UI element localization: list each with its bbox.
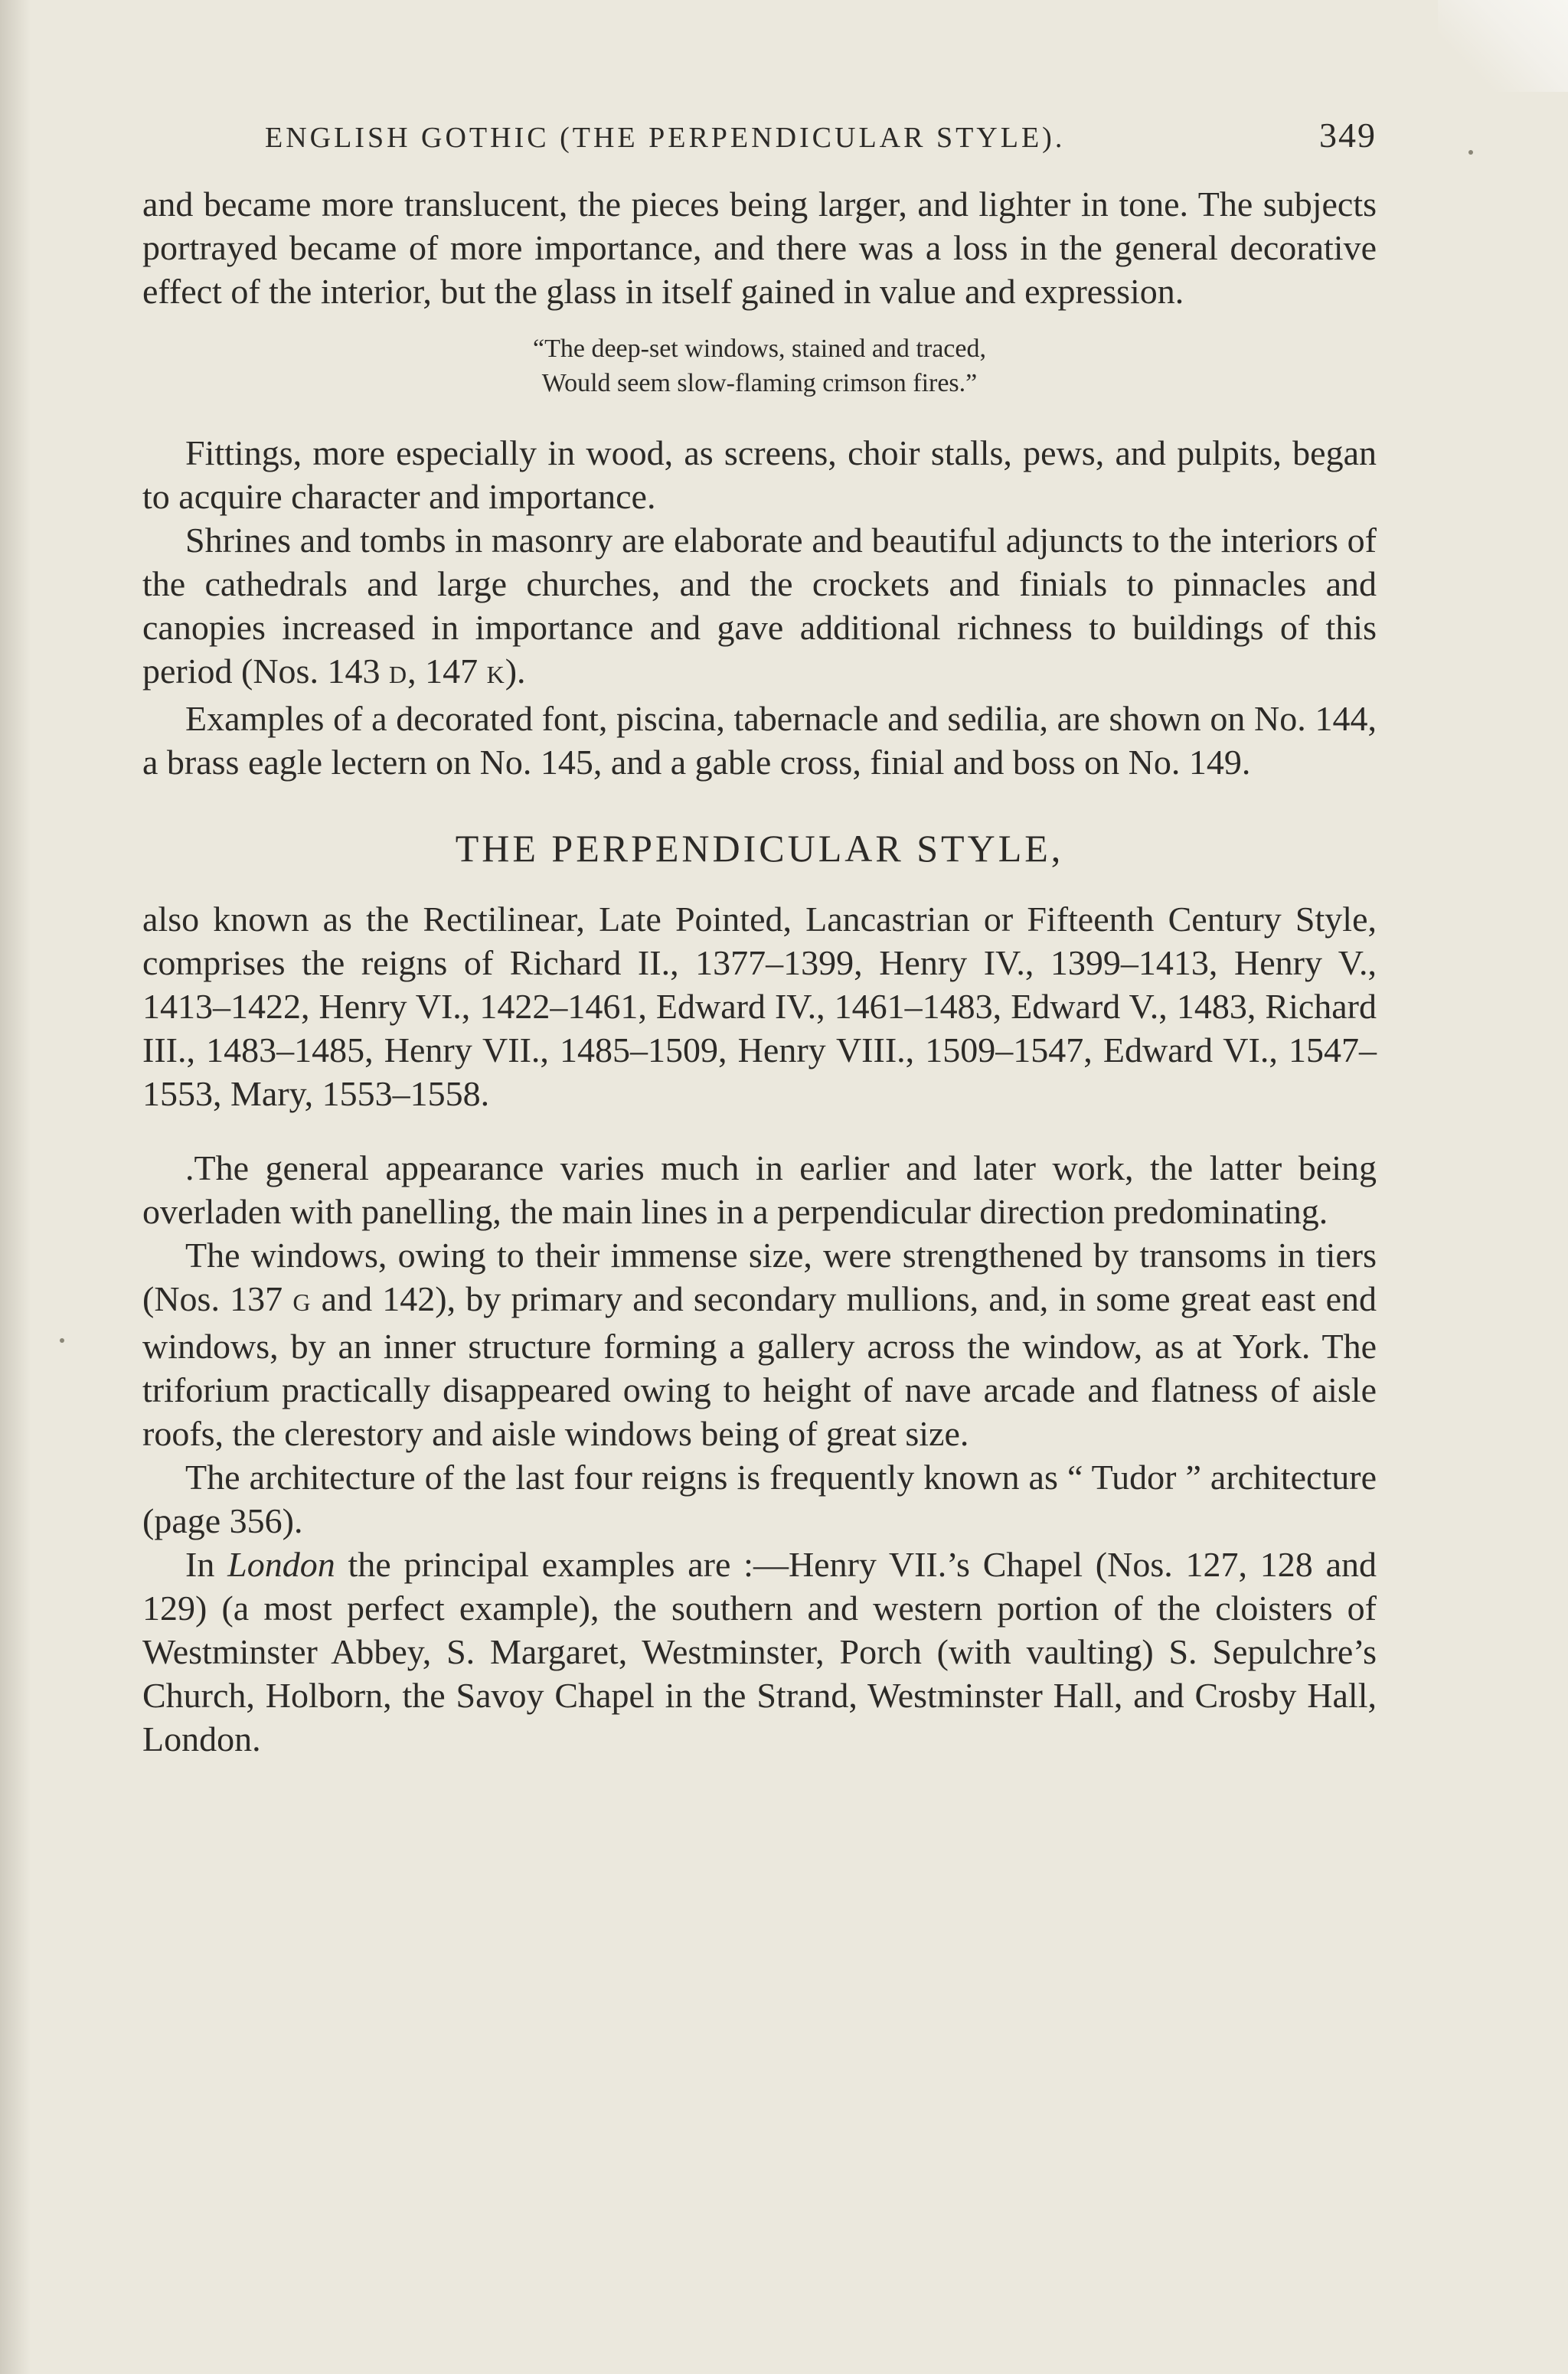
text-run: In [185,1545,228,1584]
quote-line: Would seem slow-flaming crimson fires.” [541,369,978,397]
text-run: and 142), by primary and secondary mullions, and, in some great east end windows, by an inner structure forming a gallery across the window, as at York. The triforium practically disappeared owing to height of nave arcade and flatness of aisle roofs, the clerestory and aisle windows being of great size. [142,1279,1377,1453]
text-run: Shrines and tombs in masonry are elaborate and beautiful adjuncts to the interiors of the cathedrals and large churches, and the crockets and finials to pinnacles and canopies increased in importance and gave additional richness to buildings of this period (Nos. 143 [142,521,1377,691]
section-heading: THE PERPENDICULAR STYLE, [455,827,1064,870]
text-run: ). [505,651,526,691]
page-spine-shadow [0,0,31,2374]
small-caps-ref: K [486,661,505,688]
running-title: ENGLISH GOTHIC (THE PERPENDICULAR STYLE). [265,122,1066,154]
paragraph-stained-glass: and became more translucent, the pieces being larger, and lighter in tone. The subjects portrayed became of more importance, and there was a loss in the general decorative effect of the interior, but the glass in itself gained in value and expression. [142,184,1377,311]
running-head [142,115,1377,176]
paragraph-examples: Examples of a decorated font, piscina, tabernacle and sedilia, are shown on No. 144, a brass eagle lectern on No. 145, and a gable cross, finial and boss on No. 149. [142,699,1377,782]
text-run: the principal examples are :—Henry VII.’s Chapel (Nos. 127, 128 and 129) (a most perfect example), the southern and western portion of the cloisters of Westminster Abbey, S. Margaret, Westminster, Porch (with vaulting) S. Sepulchre’s Church, Holborn, the Savoy Chapel in the Strand, Westminster Hall, and Crosby Hall, London. [142,1545,1377,1758]
italic-place-name: London [227,1545,335,1584]
book-page [142,115,1377,1761]
text-run: The windows, owing to their immense size, were strengthened by transoms in tiers (Nos. 137 [142,1236,1377,1318]
quote-line: “The deep-set windows, stained and traced, [533,335,986,363]
paragraph-windows [142,1233,1377,1455]
small-caps-ref: D [388,661,408,688]
paragraph-london-examples [142,1543,1377,1761]
text-run: , 147 [407,651,487,691]
small-caps-ref: G [292,1288,312,1316]
paragraph-gap [142,1115,1377,1146]
page-corner-fold [1438,0,1568,92]
paragraph-reigns: also known as the Rectilinear, Late Pointed, Lancastrian or Fifteenth Century Style, comprises the reigns of Richard II., 1377–1399, Henry IV., 1399–1413, Henry V., 1413–1422, Henry VI., 1422–1461, Edward IV., 1461–1483, Edward V., 1483, Richard III., 1483–1485, Henry VII., 1485–1509, Henry VIII., 1509–1547, Edward VI., 1547–1553, Mary, 1553–1558. [142,900,1377,1113]
paragraph-general-appearance: .The general appearance varies much in earlier and later work, the latter being overladen with panelling, the main lines in a perpendicular direction predominating. [142,1148,1377,1231]
verse-quotation [142,331,1377,400]
paragraph-fittings: Fittings, more especially in wood, as screens, choir stalls, pews, and pulpits, began to acquire character and importance. [142,433,1377,516]
page-speck [60,1338,64,1343]
page-number: 349 [1319,116,1377,155]
page-speck [1468,150,1473,155]
paragraph-tudor: The architecture of the last four reigns is frequently known as “ Tudor ” architecture (page 356). [142,1458,1377,1540]
paragraph-shrines-tombs [142,518,1377,697]
